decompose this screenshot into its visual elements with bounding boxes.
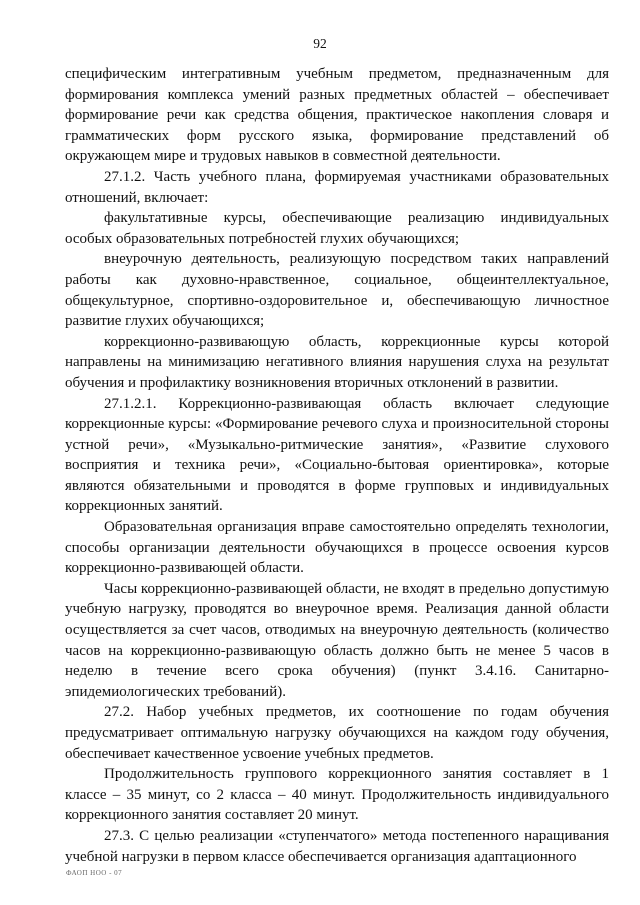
paragraph-extracurricular: внеурочную деятельность, реализующую посредством таких направлений работы как духовно-нравственное, социальное, общеинтеллектуальное, общекультурное, спортивно-оздоровительное и, обеспечивающую личностное развитие глухих обучающихся; (65, 251, 609, 330)
paragraph-27-1-2-1: 27.1.2.1. Коррекционно-развивающая область включает следующие коррекционные курсы: «Формирование речевого слуха и произносительной стороны устной речи», «Музыкально-ритмические занятия», «Развитие слухового восприятия и техника речи», «Социально-бытовая ориентировка», которые являются обязательными и проводятся в форме групповых и индивидуальных коррекционных занятий. (65, 395, 609, 515)
page-number: 92 (313, 36, 327, 51)
paragraph-correctional-area: коррекционно-развивающую область, коррекционные курсы которой направлены на минимизацию негативного влияния нарушения слуха на результат обучения и профилактику возникновения вторичных отклонений в развитии. (65, 333, 609, 391)
document-body (65, 64, 609, 867)
paragraph-27-3: 27.3. С целью реализации «ступенчатого» метода постепенного наращивания учебной нагрузки в первом классе обеспечивается организация адаптационного (65, 827, 609, 865)
footer-mark: ФАОП НОО - 07 (66, 869, 123, 877)
paragraph-optional-courses: факультативные курсы, обеспечивающие реализацию индивидуальных особых образовательных потребностей глухих обучающихся; (65, 210, 609, 247)
paragraph-hours: Часы коррекционно-развивающей области, не входят в предельно допустимую учебную нагрузку, проводятся во внеурочное время. Реализация данной области осуществляется за счет часов, отводимых на внеурочную деятельность (количество часов на коррекционно-развивающую область должно быть не менее 5 часов в неделю в течение всего срока обучения) (пункт 3.4.16. Санитарно-эпидемиологических требований). (65, 580, 609, 700)
paragraph-27-2: 27.2. Набор учебных предметов, их соотношение по годам обучения предусматривает оптимальную нагрузку обучающихся на каждом году обучения, обеспечивает качественное усвоение учебных предметов. (65, 704, 609, 762)
paragraph-27-1-2: 27.1.2. Часть учебного плана, формируемая участниками образовательных отношений, включает: (65, 168, 609, 206)
paragraph-continuation: специфическим интегративным учебным предметом, предназначенным для формирования комплекса умений разных предметных областей – обеспечивает формирование речи как средства общения, практическое накопления словаря и грамматических форм русского языка, формирование представлений об окружающем мире и трудовых навыков в совместной деятельности. (65, 66, 609, 165)
paragraph-duration: Продолжительность группового коррекционного занятия составляет в 1 классе – 35 минут, со 2 класса – 40 минут. Продолжительность индивидуального коррекционного занятия составляет 20 минут. (65, 766, 609, 824)
paragraph-organization-rights: Образовательная организация вправе самостоятельно определять технологии, способы организации деятельности обучающихся в процессе освоения курсов коррекционно-развивающей области. (65, 519, 609, 577)
